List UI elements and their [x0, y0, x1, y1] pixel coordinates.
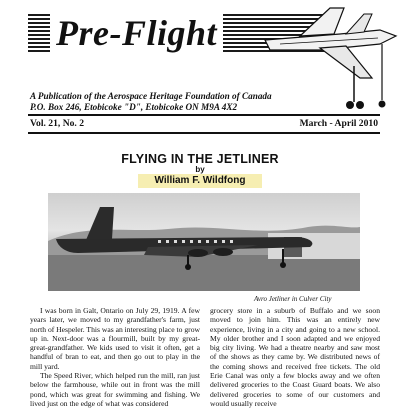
paragraph: The Speed River, which helped run the mill, ran just below the farmhouse, while out in front was the mill pond, which was great for swimming and fishing. We lived just on the edge of what was considered	[30, 371, 200, 408]
byline-label: by	[195, 165, 205, 174]
author-name: William F. Wildfong	[138, 174, 262, 188]
jet-aircraft-icon	[260, 0, 400, 115]
article-column-2	[210, 306, 380, 408]
top-rule	[28, 114, 380, 116]
volume-number: Vol. 21, No. 2	[30, 118, 85, 129]
publication-address: P.O. Box 246, Etobicoke "D", Etobicoke ON M9A 4X2	[30, 102, 238, 112]
newsletter-title: Pre-Flight	[50, 12, 223, 54]
bottom-rule	[28, 132, 380, 134]
jetliner-photo-art	[48, 193, 360, 291]
photo-caption: Avro Jetliner in Culver City	[254, 295, 332, 303]
issue-date: March - April 2010	[299, 118, 378, 129]
paragraph: grocery store in a suburb of Buffalo and we soon moved to join him. This was an entirely new experience, living in a city and going to a new school. My older brother and I soon adapted and we enjoyed big city living. We had a theatre nearby and saw most of the shows as they came by. We distributed news of the coming shows and received free tickets. The old Erie Canal was only a few blocks away and we often delivered groceries to the Coast Guard boats. We also delivered groceries to some of our customers and would usually receive	[210, 306, 380, 408]
jetliner-photo	[48, 193, 360, 291]
article-title: FLYING IN THE JETLINER	[121, 152, 279, 166]
publication-statement: A Publication of the Aerospace Heritage Foundation of Canada	[30, 91, 272, 101]
paragraph: I was born in Galt, Ontario on July 29, 1919. A few years later, we moved to my grandfather's farm, just north of Hespeler. This was an interesting place to grow up in. Next-door was a flourmill, built by my great-great-grandfather. We kids used to visit it often, get a handful of bran to eat, and then go out to play in the mill yard.	[30, 306, 200, 371]
article-column-1	[30, 306, 200, 408]
